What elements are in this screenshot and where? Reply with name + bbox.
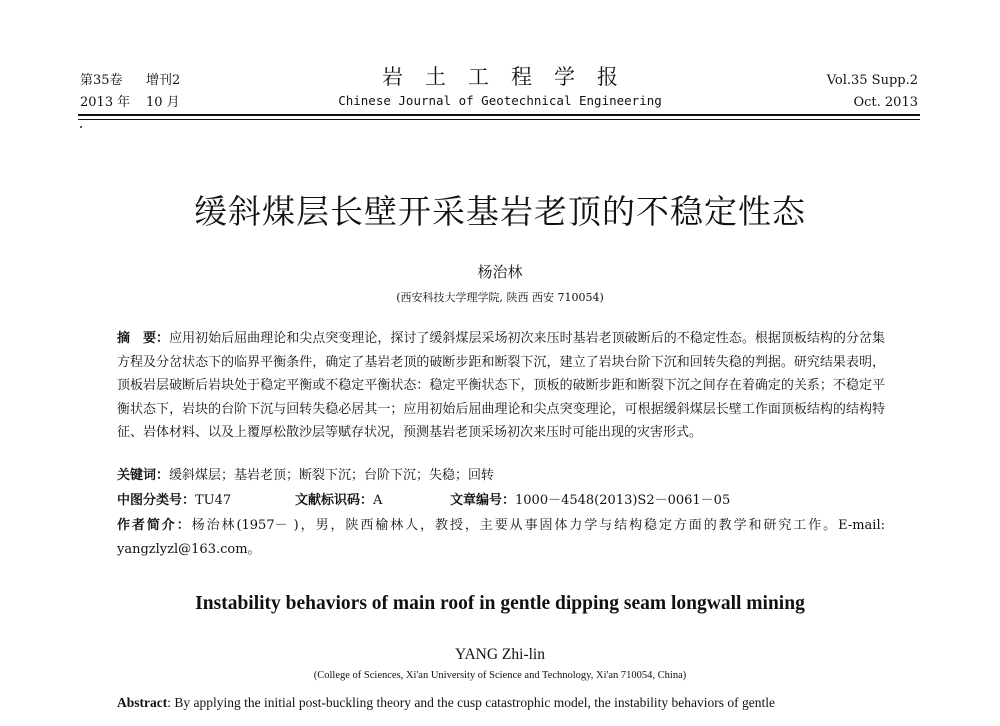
affiliation-cn: (西安科技大学理学院, 陕西 西安 710054): [396, 291, 604, 304]
issue-cn: 增刊2: [146, 73, 181, 88]
keywords-text: 缓斜煤层；基岩老顶；断裂下沉；台阶下沉；失稳；回转: [169, 468, 495, 483]
classification-line: [117, 491, 885, 511]
volume-en: Vol.35 Supp.2: [826, 73, 918, 88]
journal-name-cn: 岩土工程学报: [382, 65, 640, 89]
doc-cell: [295, 491, 450, 511]
abstract-en: [117, 692, 885, 714]
affiliation-en: (College of Sciences, Xi'an University of Science and Technology, Xi'an 710054, China): [313, 670, 687, 681]
article-cell: [450, 491, 730, 511]
clc-cell: [117, 491, 295, 511]
journal-name-en: Chinese Journal of Geotechnical Engineering: [338, 93, 662, 108]
author-en: YANG Zhi-lin: [455, 646, 545, 663]
author-intro-text: 杨治林(1957－ )，男，陕西榆林人，教授，主要从事固体力学与结构稳定方面的教学和研究工作。E-mail: yangzlyzl@163.com。: [117, 518, 885, 557]
author-intro: [117, 514, 885, 562]
scan-dot: [80, 126, 82, 128]
header-rule-thick: [78, 114, 920, 116]
abstract-label-cn: 摘 要：: [117, 331, 170, 346]
header-center: [300, 62, 700, 110]
doc-value: A: [373, 493, 383, 508]
author-intro-label: 作者简介：: [117, 518, 192, 533]
abstract-text-cn: 应用初始后屈曲理论和尖点突变理论，探讨了缓斜煤层采场初次来压时基岩老顶破断后的不稳定性态。根据顶板结构的分岔集方程及分岔状态下的临界平衡条件，确定了基岩老顶的破断步距和断裂下沉，建立了岩块台阶下沉和回转失稳的判据。研究结果表明，顶板岩层破断后岩块处于稳定平衡或不稳定平衡状态：稳定平衡状态下，顶板的破断步距和断裂下沉之间存在着确定的关系；不稳定平衡状态下，岩块的台阶下沉与回转失稳必居其一；应用初始后屈曲理论和尖点突变理论，可根据缓斜煤层长壁工作面顶板结构的结构特征、岩体材料、以及上覆厚松散沙层等赋存状况，预测基岩老顶采场初次来压时可能出现的灾害形式。: [117, 331, 885, 441]
header-rule-thin: [78, 119, 920, 120]
paper-title-en: Instability behaviors of main roof in gentle dipping seam longwall mining: [195, 593, 805, 614]
header-right: [827, 70, 918, 114]
author-cn: 杨治林: [477, 263, 523, 281]
abstract-text-en: : By applying the initial post-buckling theory and the cusp catastrophic model, the instability behaviors of gentle: [167, 695, 775, 710]
clc-value: TU47: [195, 493, 232, 508]
article-label: 文章编号：: [450, 493, 516, 508]
keywords: [117, 466, 885, 486]
date-en: Oct. 2013: [853, 95, 918, 110]
abstract-label-en: Abstract: [117, 695, 168, 710]
article-value: 1000－4548(2013)S2－0061－05: [515, 493, 731, 508]
year-cn: 2013 年: [80, 95, 131, 110]
doc-label: 文献标识码：: [295, 493, 374, 508]
clc-label: 中图分类号：: [117, 493, 196, 508]
month-cn: 10 月: [146, 95, 180, 110]
keywords-label: 关键词：: [117, 468, 170, 483]
abstract-cn: [117, 327, 885, 445]
paper-title-cn: 缓斜煤层长壁开采基岩老顶的不稳定性态: [194, 192, 806, 231]
volume-cn: 第35卷: [80, 73, 123, 88]
header-left: [80, 70, 180, 114]
